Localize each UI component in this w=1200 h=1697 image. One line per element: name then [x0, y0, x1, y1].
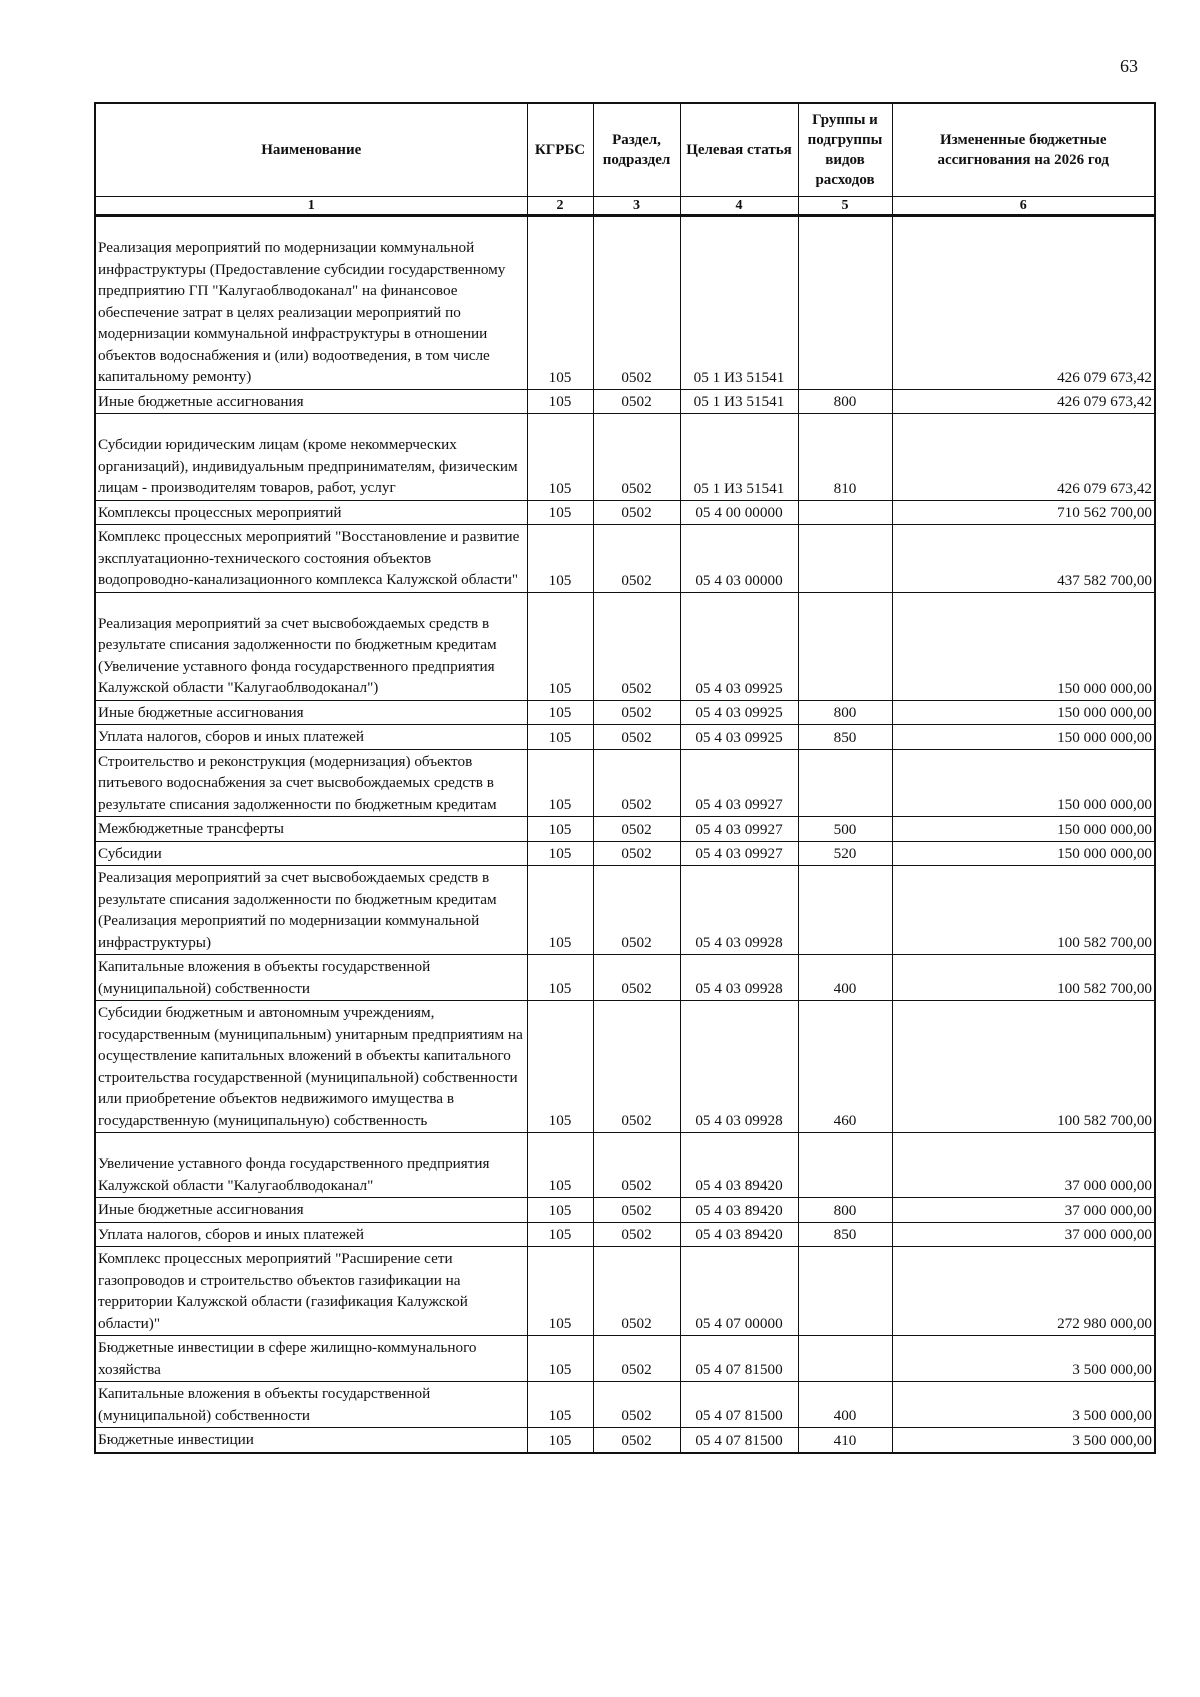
- row-kgrbs: 105: [527, 389, 593, 414]
- row-target-article: 05 4 03 09927: [680, 841, 798, 866]
- table-row: [95, 1222, 1155, 1247]
- row-expense-group: [798, 1133, 892, 1198]
- row-target-article: 05 1 И3 51541: [680, 216, 798, 390]
- row-section: 0502: [593, 866, 680, 955]
- row-name: Комплексы процессных мероприятий: [95, 500, 527, 525]
- row-section: 0502: [593, 1247, 680, 1336]
- row-name: Капитальные вложения в объекты государственной (муниципальной) собственности: [95, 1382, 527, 1428]
- row-expense-group: 850: [798, 1222, 892, 1247]
- row-target-article: 05 4 03 89420: [680, 1133, 798, 1198]
- row-expense-group: [798, 866, 892, 955]
- row-target-article: 05 4 03 89420: [680, 1198, 798, 1223]
- row-amount: 150 000 000,00: [892, 749, 1155, 817]
- column-number: 3: [593, 197, 680, 216]
- row-section: 0502: [593, 1336, 680, 1382]
- header-row: [95, 103, 1155, 197]
- row-target-article: 05 1 И3 51541: [680, 389, 798, 414]
- row-expense-group: [798, 592, 892, 700]
- row-amount: 150 000 000,00: [892, 841, 1155, 866]
- row-target-article: 05 4 03 09925: [680, 700, 798, 725]
- row-kgrbs: 105: [527, 1247, 593, 1336]
- row-expense-group: [798, 216, 892, 390]
- table-row: [95, 1001, 1155, 1133]
- row-section: 0502: [593, 389, 680, 414]
- row-target-article: 05 4 03 89420: [680, 1222, 798, 1247]
- row-amount: 150 000 000,00: [892, 817, 1155, 842]
- row-target-article: 05 4 03 00000: [680, 525, 798, 593]
- header-target: Целевая статья: [680, 103, 798, 197]
- row-target-article: 05 4 07 81500: [680, 1336, 798, 1382]
- row-target-article: 05 4 03 09927: [680, 749, 798, 817]
- row-name: Реализация мероприятий за счет высвобождаемых средств в результате списания задолженности по бюджетным кредитам (Увеличение уставного фонда государственного предприятия Калужской области "Калугаоблводоканал"): [95, 592, 527, 700]
- row-expense-group: 400: [798, 955, 892, 1001]
- row-expense-group: 800: [798, 389, 892, 414]
- row-amount: 100 582 700,00: [892, 955, 1155, 1001]
- row-expense-group: 410: [798, 1428, 892, 1453]
- row-name: Иные бюджетные ассигнования: [95, 700, 527, 725]
- table-row: [95, 841, 1155, 866]
- row-section: 0502: [593, 955, 680, 1001]
- row-expense-group: [798, 1247, 892, 1336]
- row-amount: 100 582 700,00: [892, 1001, 1155, 1133]
- table-row: [95, 525, 1155, 593]
- header-group: Группы и подгруппы видов расходов: [798, 103, 892, 197]
- row-section: 0502: [593, 1198, 680, 1223]
- column-number: 4: [680, 197, 798, 216]
- row-kgrbs: 105: [527, 414, 593, 501]
- row-section: 0502: [593, 841, 680, 866]
- header-section: Раздел, подраздел: [593, 103, 680, 197]
- row-amount: 272 980 000,00: [892, 1247, 1155, 1336]
- row-section: 0502: [593, 1133, 680, 1198]
- row-amount: 100 582 700,00: [892, 866, 1155, 955]
- row-kgrbs: 105: [527, 955, 593, 1001]
- row-amount: 3 500 000,00: [892, 1336, 1155, 1382]
- row-kgrbs: 105: [527, 525, 593, 593]
- table-row: [95, 749, 1155, 817]
- row-section: 0502: [593, 817, 680, 842]
- row-section: 0502: [593, 1222, 680, 1247]
- row-expense-group: 460: [798, 1001, 892, 1133]
- row-kgrbs: 105: [527, 592, 593, 700]
- row-kgrbs: 105: [527, 1133, 593, 1198]
- row-expense-group: 400: [798, 1382, 892, 1428]
- row-kgrbs: 105: [527, 700, 593, 725]
- row-kgrbs: 105: [527, 216, 593, 390]
- row-name: Капитальные вложения в объекты государственной (муниципальной) собственности: [95, 955, 527, 1001]
- row-target-article: 05 4 03 09925: [680, 725, 798, 750]
- row-target-article: 05 4 00 00000: [680, 500, 798, 525]
- row-target-article: 05 4 03 09927: [680, 817, 798, 842]
- row-amount: 426 079 673,42: [892, 216, 1155, 390]
- column-number: 6: [892, 197, 1155, 216]
- row-target-article: 05 4 03 09928: [680, 1001, 798, 1133]
- row-amount: 3 500 000,00: [892, 1428, 1155, 1453]
- row-target-article: 05 4 07 81500: [680, 1428, 798, 1453]
- row-name: Реализация мероприятий за счет высвобождаемых средств в результате списания задолженности по бюджетным кредитам (Реализация мероприятий по модернизации коммунальной инфраструктуры): [95, 866, 527, 955]
- row-kgrbs: 105: [527, 1336, 593, 1382]
- header-kgrbs: КГРБС: [527, 103, 593, 197]
- row-expense-group: [798, 525, 892, 593]
- row-section: 0502: [593, 500, 680, 525]
- row-name: Иные бюджетные ассигнования: [95, 389, 527, 414]
- table-row: [95, 592, 1155, 700]
- column-number: 1: [95, 197, 527, 216]
- row-expense-group: 800: [798, 1198, 892, 1223]
- row-kgrbs: 105: [527, 817, 593, 842]
- row-target-article: 05 4 03 09928: [680, 866, 798, 955]
- row-expense-group: [798, 749, 892, 817]
- row-amount: 150 000 000,00: [892, 592, 1155, 700]
- row-amount: 150 000 000,00: [892, 725, 1155, 750]
- row-kgrbs: 105: [527, 1198, 593, 1223]
- row-kgrbs: 105: [527, 1428, 593, 1453]
- row-expense-group: [798, 500, 892, 525]
- table-row: [95, 725, 1155, 750]
- row-amount: 37 000 000,00: [892, 1133, 1155, 1198]
- row-expense-group: [798, 1336, 892, 1382]
- table-row: [95, 1382, 1155, 1428]
- row-kgrbs: 105: [527, 841, 593, 866]
- page-number: 63: [1120, 56, 1138, 76]
- row-amount: 437 582 700,00: [892, 525, 1155, 593]
- row-kgrbs: 105: [527, 1001, 593, 1133]
- row-target-article: 05 1 И3 51541: [680, 414, 798, 501]
- row-kgrbs: 105: [527, 866, 593, 955]
- header-amount: Измененные бюджетные ассигнования на 2026 год: [892, 103, 1155, 197]
- row-amount: 710 562 700,00: [892, 500, 1155, 525]
- row-expense-group: 850: [798, 725, 892, 750]
- row-section: 0502: [593, 216, 680, 390]
- row-section: 0502: [593, 592, 680, 700]
- row-section: 0502: [593, 414, 680, 501]
- row-section: 0502: [593, 725, 680, 750]
- row-name: Комплекс процессных мероприятий "Восстановление и развитие эксплуатационно-технического состояния объектов водопроводно-канализационного комплекса Калужской области": [95, 525, 527, 593]
- table-row: [95, 817, 1155, 842]
- row-kgrbs: 105: [527, 1222, 593, 1247]
- row-name: Строительство и реконструкция (модернизация) объектов питьевого водоснабжения за счет высвобождаемых средств в результате списания задолженности по бюджетным кредитам: [95, 749, 527, 817]
- row-amount: 426 079 673,42: [892, 389, 1155, 414]
- row-amount: 150 000 000,00: [892, 700, 1155, 725]
- row-name: Увеличение уставного фонда государственного предприятия Калужской области "Калугаоблводоканал": [95, 1133, 527, 1198]
- row-amount: 37 000 000,00: [892, 1222, 1155, 1247]
- table-row: [95, 216, 1155, 390]
- row-expense-group: 500: [798, 817, 892, 842]
- row-section: 0502: [593, 1001, 680, 1133]
- row-name: Субсидии: [95, 841, 527, 866]
- row-name: Бюджетные инвестиции в сфере жилищно-коммунального хозяйства: [95, 1336, 527, 1382]
- row-expense-group: 810: [798, 414, 892, 501]
- row-name: Уплата налогов, сборов и иных платежей: [95, 725, 527, 750]
- table-row: [95, 1247, 1155, 1336]
- column-number: 2: [527, 197, 593, 216]
- row-kgrbs: 105: [527, 749, 593, 817]
- row-name: Уплата налогов, сборов и иных платежей: [95, 1222, 527, 1247]
- row-section: 0502: [593, 749, 680, 817]
- row-section: 0502: [593, 700, 680, 725]
- table-row: [95, 389, 1155, 414]
- row-name: Иные бюджетные ассигнования: [95, 1198, 527, 1223]
- row-name: Субсидии бюджетным и автономным учреждениям, государственным (муниципальным) унитарным предприятиям на осуществление капитальных вложений в объекты капитального строительства государственной (муниципальной) собственности или приобретение объектов недвижимого имущества в государственную (муниципальную) собственность: [95, 1001, 527, 1133]
- row-target-article: 05 4 07 81500: [680, 1382, 798, 1428]
- row-target-article: 05 4 03 09925: [680, 592, 798, 700]
- row-section: 0502: [593, 1382, 680, 1428]
- header-name: Наименование: [95, 103, 527, 197]
- column-numbers-row: [95, 197, 1155, 216]
- table-row: [95, 1336, 1155, 1382]
- row-amount: 426 079 673,42: [892, 414, 1155, 501]
- table-row: [95, 414, 1155, 501]
- table-row: [95, 1428, 1155, 1453]
- row-name: Комплекс процессных мероприятий "Расширение сети газопроводов и строительство объектов газификации на территории Калужской области (газификация Калужской области)": [95, 1247, 527, 1336]
- budget-table: [94, 102, 1156, 1454]
- table-row: [95, 955, 1155, 1001]
- row-expense-group: 520: [798, 841, 892, 866]
- row-target-article: 05 4 03 09928: [680, 955, 798, 1001]
- row-expense-group: 800: [798, 700, 892, 725]
- row-amount: 3 500 000,00: [892, 1382, 1155, 1428]
- table-row: [95, 866, 1155, 955]
- table-row: [95, 700, 1155, 725]
- row-kgrbs: 105: [527, 1382, 593, 1428]
- column-number: 5: [798, 197, 892, 216]
- row-name: Бюджетные инвестиции: [95, 1428, 527, 1453]
- row-kgrbs: 105: [527, 500, 593, 525]
- row-name: Межбюджетные трансферты: [95, 817, 527, 842]
- table-row: [95, 500, 1155, 525]
- table-row: [95, 1133, 1155, 1198]
- row-name: Субсидии юридическим лицам (кроме некоммерческих организаций), индивидуальным предпринимателям, физическим лицам - производителям товаров, работ, услуг: [95, 414, 527, 501]
- row-section: 0502: [593, 1428, 680, 1453]
- row-kgrbs: 105: [527, 725, 593, 750]
- table-row: [95, 1198, 1155, 1223]
- row-section: 0502: [593, 525, 680, 593]
- row-amount: 37 000 000,00: [892, 1198, 1155, 1223]
- row-target-article: 05 4 07 00000: [680, 1247, 798, 1336]
- row-name: Реализация мероприятий по модернизации коммунальной инфраструктуры (Предоставление субсидии государственному предприятию ГП "Калугаоблводоканал" на финансовое обеспечение затрат в целях реализации мероприятий по модернизации коммунальной инфраструктуры в отношении объектов водоснабжения и (или) водоотведения, в том числе капитальному ремонту): [95, 216, 527, 390]
